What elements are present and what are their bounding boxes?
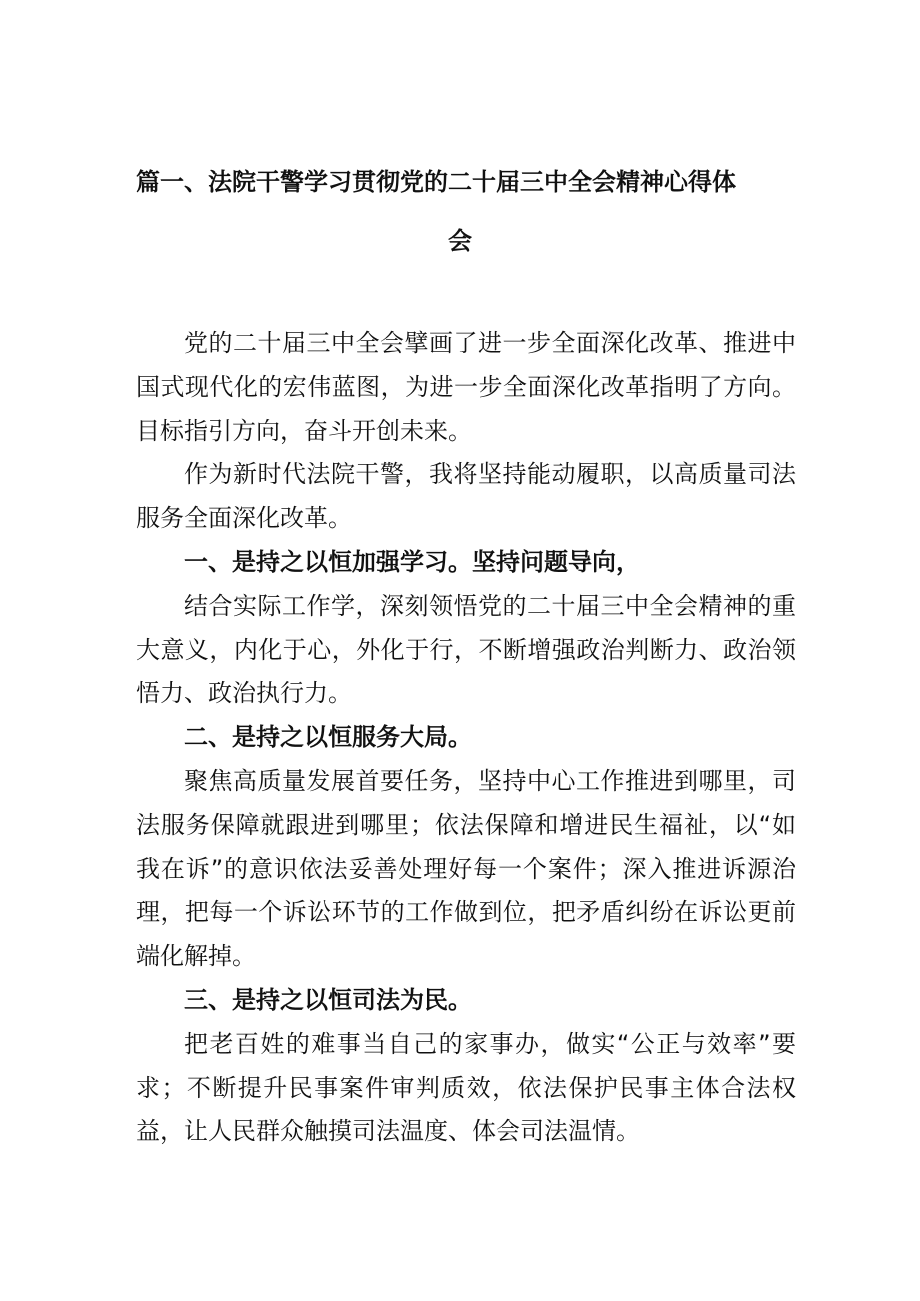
document-body — [136, 322, 796, 1154]
document-title: 篇一、法院干警学习贯彻党的二十届三中全会精神心得体 — [136, 168, 736, 196]
section-paragraph-3: 把老百姓的难事当自己的家事办，做实“公正与效率”要求；不断提升民事案件审判质效，依法保护民事主体合法权益，让人民群众触摸司法温度、体会司法温情。 — [136, 1029, 796, 1146]
section-heading-3: 三、是持之以恒司法为民。 — [184, 985, 472, 1014]
section-paragraph-1: 结合实际工作学，深刻领悟党的二十届三中全会精神的重大意义，内化于心，外化于行，不断增强政治判断力、政治领悟力、政治执行力。 — [136, 591, 796, 708]
section-heading-2: 二、是持之以恒服务大局。 — [184, 723, 472, 752]
commitment-paragraph: 作为新时代法院干警，我将坚持能动履职，以高质量司法服务全面深化改革。 — [136, 460, 796, 533]
intro-paragraph: 党的二十届三中全会擘画了进一步全面深化改革、推进中国式现代化的宏伟蓝图，为进一步全面深化改革指明了方向。目标指引方向，奋斗开创未来。 — [136, 329, 796, 445]
section-heading-1: 一、是持之以恒加强学习。坚持问题导向， — [184, 547, 640, 576]
section-paragraph-2: 聚焦高质量发展首要任务，坚持中心工作推进到哪里，司法服务保障就跟进到哪里；依法保障和增进民生福祉，以“如我在诉”的意识依法妥善处理好每一个案件；深入推进诉源治理，把每一个诉讼环节的工作做到位，把矛盾纠纷在诉讼更前端化解掉。 — [136, 766, 796, 971]
document-title-continuation: 会 — [448, 227, 472, 255]
